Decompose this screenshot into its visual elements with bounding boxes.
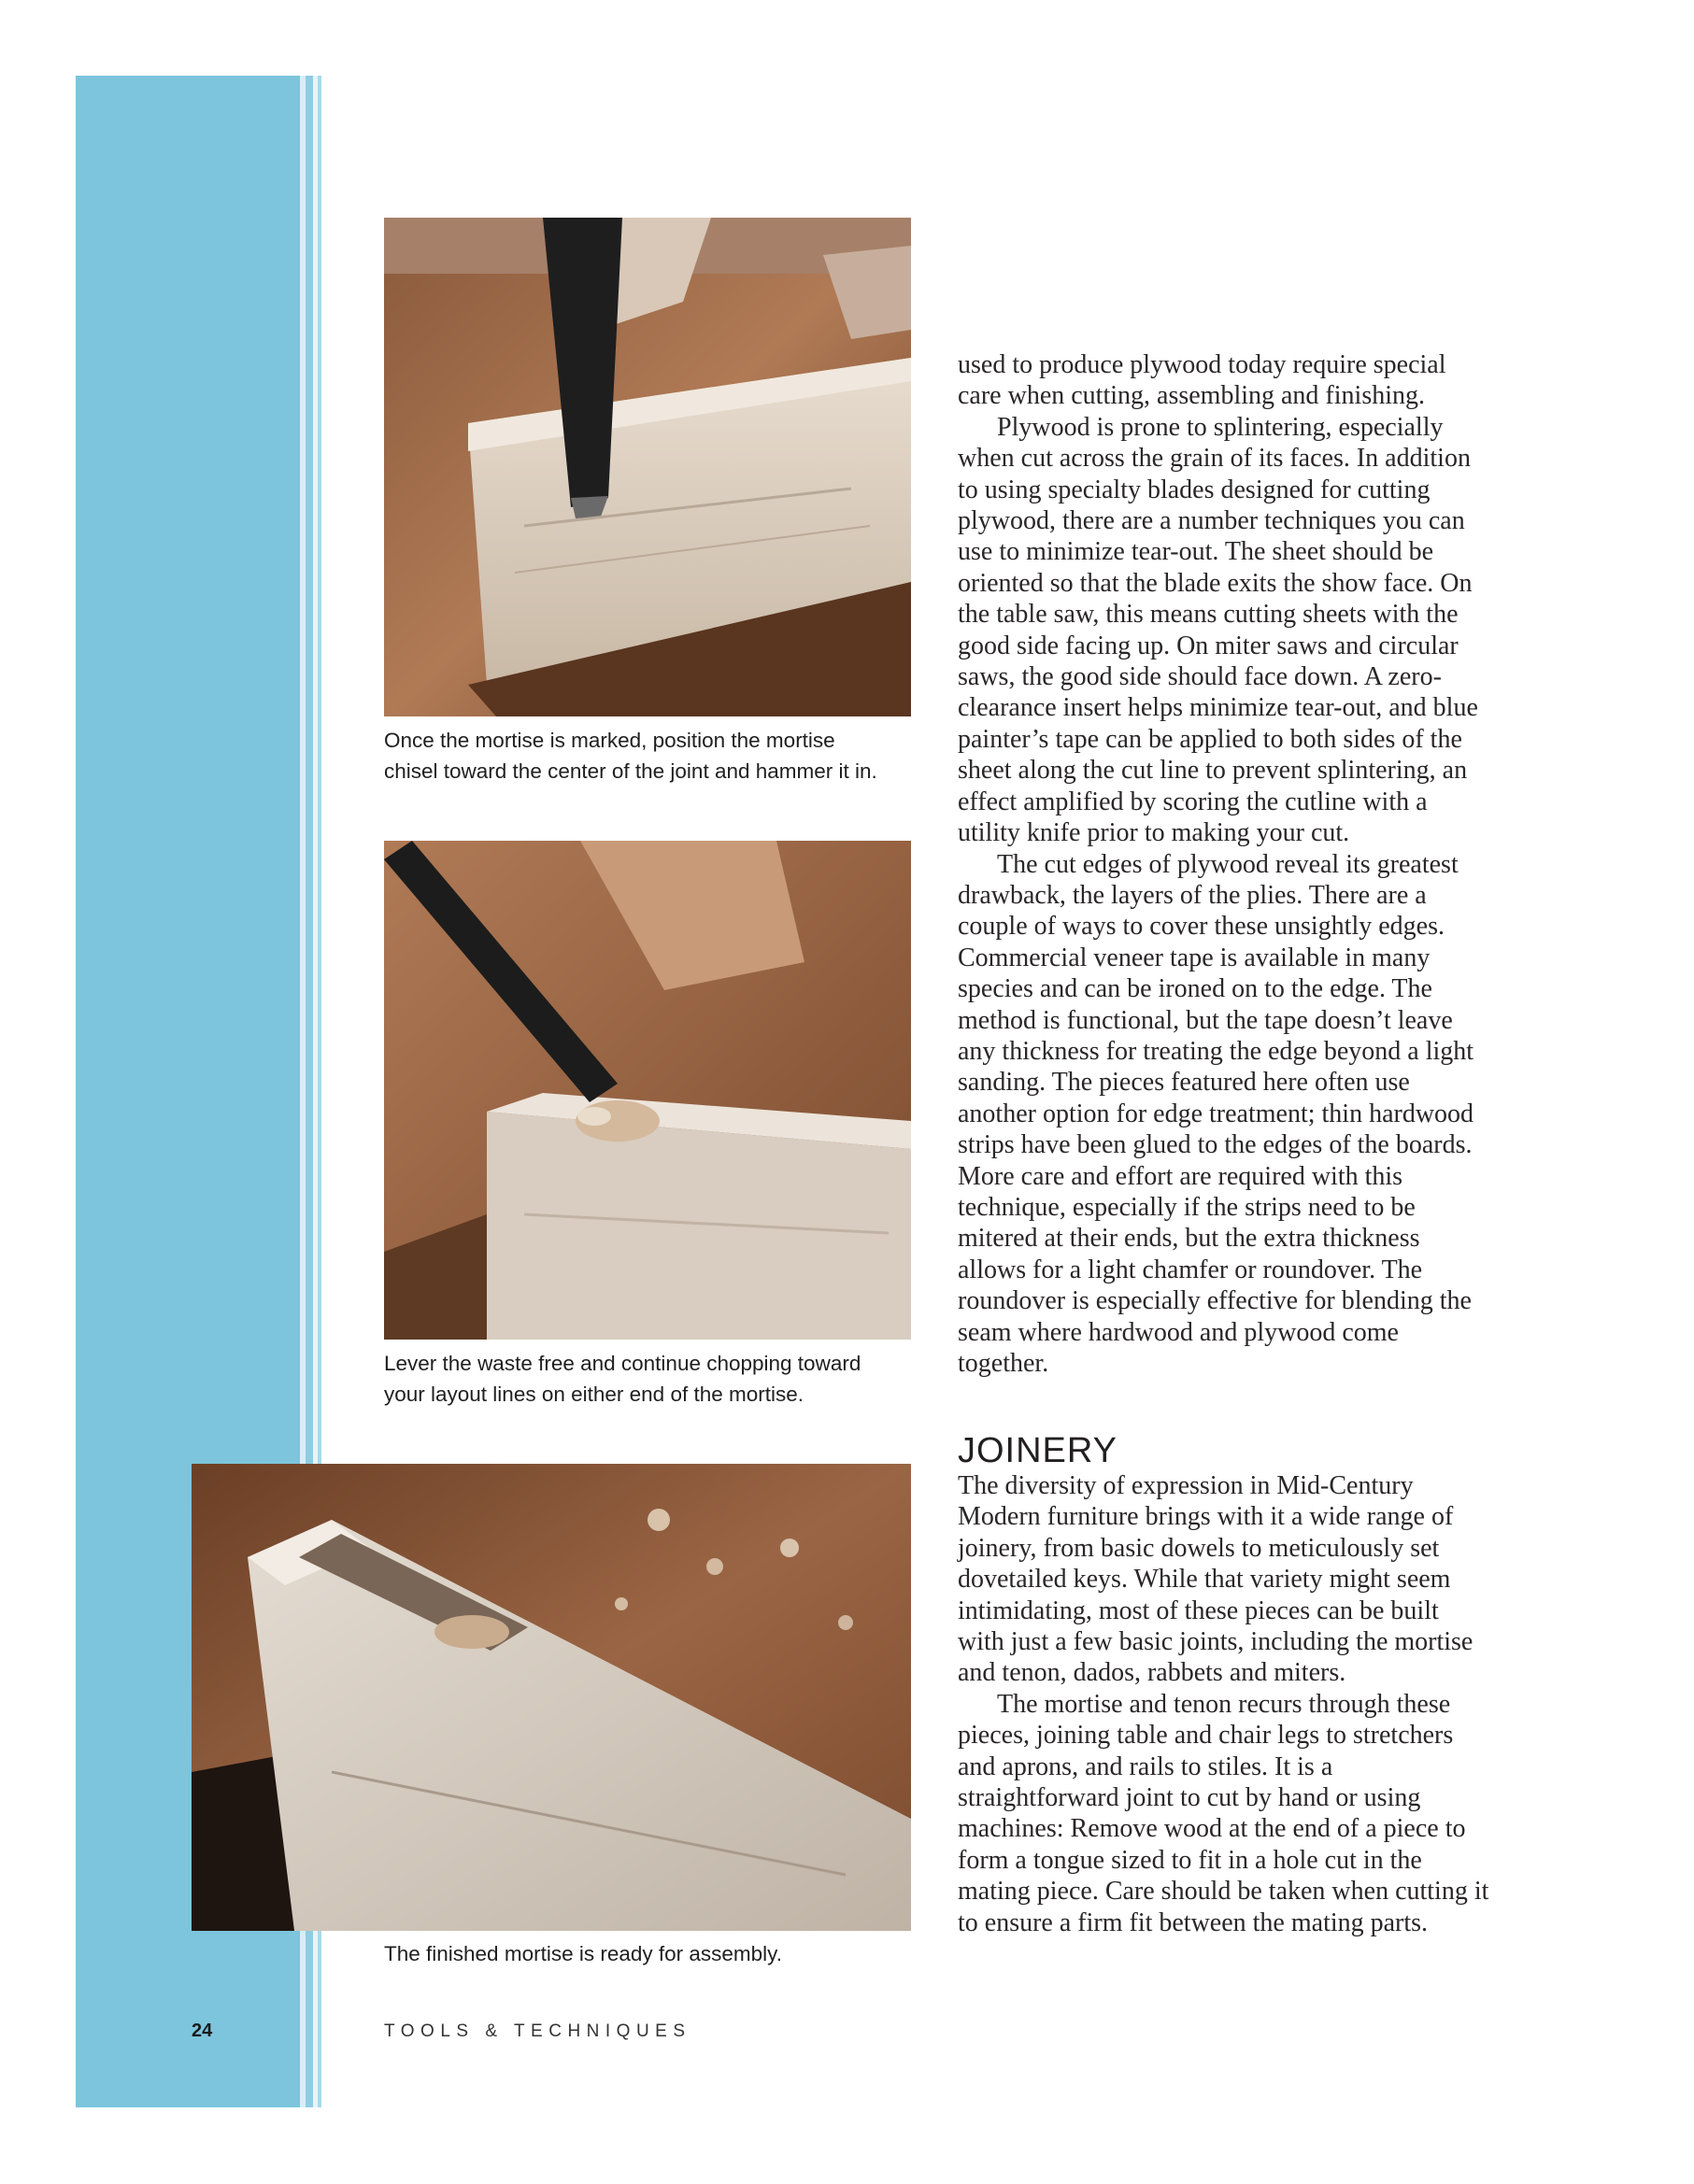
- body-paragraph: The cut edges of plywood reveal its greatest drawback, the layers of the plies. There are a couple of ways to cover these unsightly edges. Commercial veneer tape is available in many species and can be ironed on to the edge. The method is functional, but the tape doesn’t leave any thickness for treating the edge beyond a light sanding. The pieces featured here often use another option for edge treatment; thin hardwood strips have been glued to the edges of the boards. More care and effort are required with this technique, especially if the strips need to be mitered at their ends, but the extra thickness allows for a light chamfer or roundover. The roundover is especially effective for blending the seam where hardwood and plywood come together.: [958, 849, 1474, 1378]
- body-paragraph: The mortise and tenon recurs through these pieces, joining table and chair legs to stretchers and aprons, and rails to stiles. It is a straightforward joint to cut by hand or using machines: Remove wood at the end of a piece to form a tongue sized to fit in a hole cut in the mating piece. Care should be taken when cutting it to ensure a firm fit between the mating parts.: [958, 1689, 1489, 1937]
- section-heading-joinery: JOINERY: [958, 1431, 1118, 1470]
- running-head: TOOLS & TECHNIQUES: [384, 2021, 691, 2041]
- photo-lever-waste: [384, 841, 911, 1340]
- body-text-column: [958, 349, 1490, 1379]
- caption-photo3: The finished mortise is ready for assembly.: [384, 1942, 782, 1965]
- body-paragraph: used to produce plywood today require special care when cutting, assembling and finishing.: [958, 350, 1446, 411]
- body-paragraph: The diversity of expression in Mid-Century Modern furniture brings with it a wide range of joinery, from basic dowels to meticulously set dovetailed keys. While that variety might seem intimidating, most of these pieces can be built with just a few basic joints, including the mortise and tenon, dados, rabbets and miters.: [958, 1471, 1473, 1688]
- photo-finished-mortise: [192, 1464, 911, 1931]
- caption-photo2: Lever the waste free and continue chopping toward your layout lines on either end of the mortise.: [384, 1352, 861, 1406]
- body-paragraph: Plywood is prone to splintering, especially when cut across the grain of its faces. In addition to using specialty blades designed for cutting plywood, there are a number techniques you can use to minimize tear-out. The sheet should be oriented so that the blade exits the show face. On the table saw, this means cutting sheets with the good side facing up. On miter saws and circular saws, the good side should face down. A zero-clearance insert helps minimize tear-out, and blue painter’s tape can be applied to both sides of the sheet along the cut line to prevent splintering, an effect amplified by scoring the cutline with a utility knife prior to making your cut.: [958, 412, 1478, 848]
- page-number: 24: [192, 2021, 213, 2041]
- joinery-text-column: [958, 1470, 1490, 1938]
- photo-mortise-marked: [384, 218, 911, 716]
- caption-photo1: Once the mortise is marked, position the mortise chisel toward the center of the joint and hammer it in.: [384, 729, 877, 783]
